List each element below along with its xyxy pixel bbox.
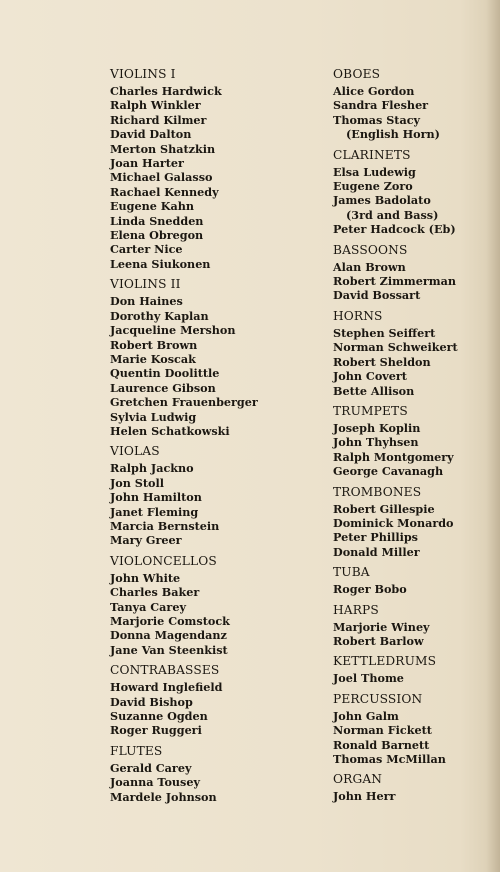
right-roster-column bbox=[333, 67, 493, 810]
member-name: Robert Zimmerman bbox=[333, 274, 456, 289]
member-name: Stephen Seiffert bbox=[333, 325, 436, 340]
section-heading: VIOLAS bbox=[110, 444, 160, 459]
member-name: Ronald Barnett bbox=[333, 737, 430, 752]
member-name: Robert Brown bbox=[110, 337, 198, 352]
member-name: David Dalton bbox=[110, 127, 192, 142]
section-violoncellos bbox=[110, 554, 310, 657]
section-tuba bbox=[333, 565, 493, 596]
section-kettledrums bbox=[333, 654, 493, 685]
member-name: Norman Fickett bbox=[333, 723, 432, 738]
member-name: Gerald Carey bbox=[110, 760, 192, 775]
member-name: Charles Baker bbox=[110, 585, 200, 600]
section-heading: KETTLEDRUMS bbox=[333, 654, 437, 669]
member-name: Howard Inglefield bbox=[110, 680, 223, 695]
section-clarinets bbox=[333, 148, 493, 237]
member-name: Peter Hadcock (Eb) bbox=[333, 222, 456, 237]
member-name: Charles Hardwick bbox=[110, 84, 222, 98]
member-name: Mardele Johnson bbox=[110, 789, 217, 804]
member-name: David Bossart bbox=[333, 288, 421, 303]
section-violins-ii bbox=[110, 277, 310, 438]
section-heading: TUBA bbox=[333, 565, 370, 580]
section-violas bbox=[110, 444, 310, 547]
member-name: Norman Schweikert bbox=[333, 340, 458, 355]
section-heading: OBOES bbox=[333, 67, 381, 81]
member-name: Joan Harter bbox=[110, 156, 184, 171]
member-name: Ralph Montgomery bbox=[333, 449, 454, 464]
member-name: David Bishop bbox=[110, 694, 193, 709]
section-heading: ORGAN bbox=[333, 772, 383, 787]
member-name: Janet Fleming bbox=[110, 504, 199, 519]
member-name: Michael Galasso bbox=[110, 170, 213, 185]
member-name: Richard Kilmer bbox=[110, 112, 207, 127]
member-name: John Herr bbox=[333, 789, 396, 804]
member-name: Robert Sheldon bbox=[333, 354, 431, 369]
member-name: Elena Obregon bbox=[110, 228, 204, 243]
member-name: Rachael Kennedy bbox=[110, 184, 219, 199]
section-heading: HARPS bbox=[333, 602, 379, 617]
member-name: Joseph Koplin bbox=[333, 420, 421, 435]
section-heading: TROMBONES bbox=[333, 484, 422, 499]
member-name: Dominick Monardo bbox=[333, 515, 454, 530]
member-name: John Covert bbox=[333, 369, 407, 384]
member-name: Roger Ruggeri bbox=[110, 723, 202, 738]
member-name: John Hamilton bbox=[110, 490, 202, 505]
member-name: Jacqueline Mershon bbox=[110, 323, 236, 338]
section-heading: HORNS bbox=[333, 308, 383, 323]
section-bassoons bbox=[333, 243, 493, 303]
section-heading: VIOLINS II bbox=[110, 277, 181, 292]
member-name: Merton Shatzkin bbox=[110, 141, 216, 156]
member-name: Helen Schatkowski bbox=[110, 423, 230, 438]
section-heading: FLUTES bbox=[110, 743, 163, 758]
member-name: Thomas McMillan bbox=[333, 752, 446, 766]
member-name: Leena Siukonen bbox=[110, 256, 211, 271]
member-name: Donna Magendanz bbox=[110, 628, 227, 643]
section-harps bbox=[333, 603, 493, 649]
member-name: Donald Miller bbox=[333, 544, 420, 559]
member-note: (English Horn) bbox=[346, 127, 440, 142]
section-percussion bbox=[333, 692, 493, 767]
member-name: Laurence Gibson bbox=[110, 380, 216, 395]
member-name: Marjorie Winey bbox=[333, 619, 430, 634]
section-flutes bbox=[110, 744, 310, 804]
member-name: Linda Snedden bbox=[110, 213, 204, 228]
member-name: Sandra Flesher bbox=[333, 98, 429, 113]
section-heading: TRUMPETS bbox=[333, 403, 408, 418]
member-name: Jane Van Steenkist bbox=[110, 642, 228, 657]
section-trumpets bbox=[333, 404, 493, 479]
section-contrabasses bbox=[110, 663, 310, 738]
member-name: Don Haines bbox=[110, 294, 183, 309]
member-name: Elsa Ludewig bbox=[333, 164, 416, 179]
member-name: Suzanne Ogden bbox=[110, 709, 208, 724]
left-roster-column bbox=[110, 67, 310, 810]
member-name: John Galm bbox=[333, 708, 399, 723]
section-heading: CLARINETS bbox=[333, 147, 411, 162]
member-name: Gretchen Frauenberger bbox=[110, 395, 258, 410]
member-name: James Badolato bbox=[333, 193, 431, 208]
section-organ bbox=[333, 772, 493, 803]
section-oboes bbox=[333, 67, 493, 142]
member-name: Robert Barlow bbox=[333, 633, 424, 648]
section-horns bbox=[333, 309, 493, 398]
member-name: George Cavanagh bbox=[333, 464, 444, 479]
member-name: Dorothy Kaplan bbox=[110, 308, 209, 323]
member-name: Jon Stoll bbox=[110, 475, 164, 490]
member-name: Roger Bobo bbox=[333, 582, 407, 597]
member-name: Marjorie Comstock bbox=[110, 614, 230, 628]
section-heading: VIOLINS I bbox=[110, 67, 176, 81]
section-heading: PERCUSSION bbox=[333, 691, 423, 706]
section-heading: VIOLONCELLOS bbox=[110, 553, 217, 568]
section-violins-i bbox=[110, 67, 310, 271]
member-name: Marie Koscak bbox=[110, 351, 196, 366]
member-name: Thomas Stacy bbox=[333, 112, 421, 127]
section-heading: CONTRABASSES bbox=[110, 663, 220, 678]
member-name: Carter Nice bbox=[110, 242, 183, 257]
member-name: Bette Allison bbox=[333, 383, 415, 398]
member-name: Joanna Tousey bbox=[110, 775, 200, 790]
member-name: Tanya Carey bbox=[110, 599, 186, 614]
member-name: Joel Thome bbox=[333, 671, 404, 686]
section-heading: BASSOONS bbox=[333, 242, 408, 257]
section-trombones bbox=[333, 485, 493, 560]
member-name: Ralph Winkler bbox=[110, 98, 201, 113]
member-name: Peter Phillips bbox=[333, 530, 418, 545]
member-name: John Thyhsen bbox=[333, 435, 419, 450]
member-name: Robert Gillespie bbox=[333, 501, 435, 516]
member-name: John White bbox=[110, 570, 181, 585]
member-name: Mary Greer bbox=[110, 533, 182, 548]
member-name: Eugene Kahn bbox=[110, 199, 194, 214]
member-name: Alan Brown bbox=[333, 259, 406, 274]
member-name: Alice Gordon bbox=[333, 84, 415, 98]
member-name: Sylvia Ludwig bbox=[110, 409, 197, 424]
member-name: Eugene Zoro bbox=[333, 179, 413, 194]
member-name: Quentin Doolittle bbox=[110, 366, 220, 381]
member-note: (3rd and Bass) bbox=[346, 207, 439, 222]
member-name: Ralph Jackno bbox=[110, 461, 194, 476]
member-name: Marcia Bernstein bbox=[110, 518, 220, 533]
